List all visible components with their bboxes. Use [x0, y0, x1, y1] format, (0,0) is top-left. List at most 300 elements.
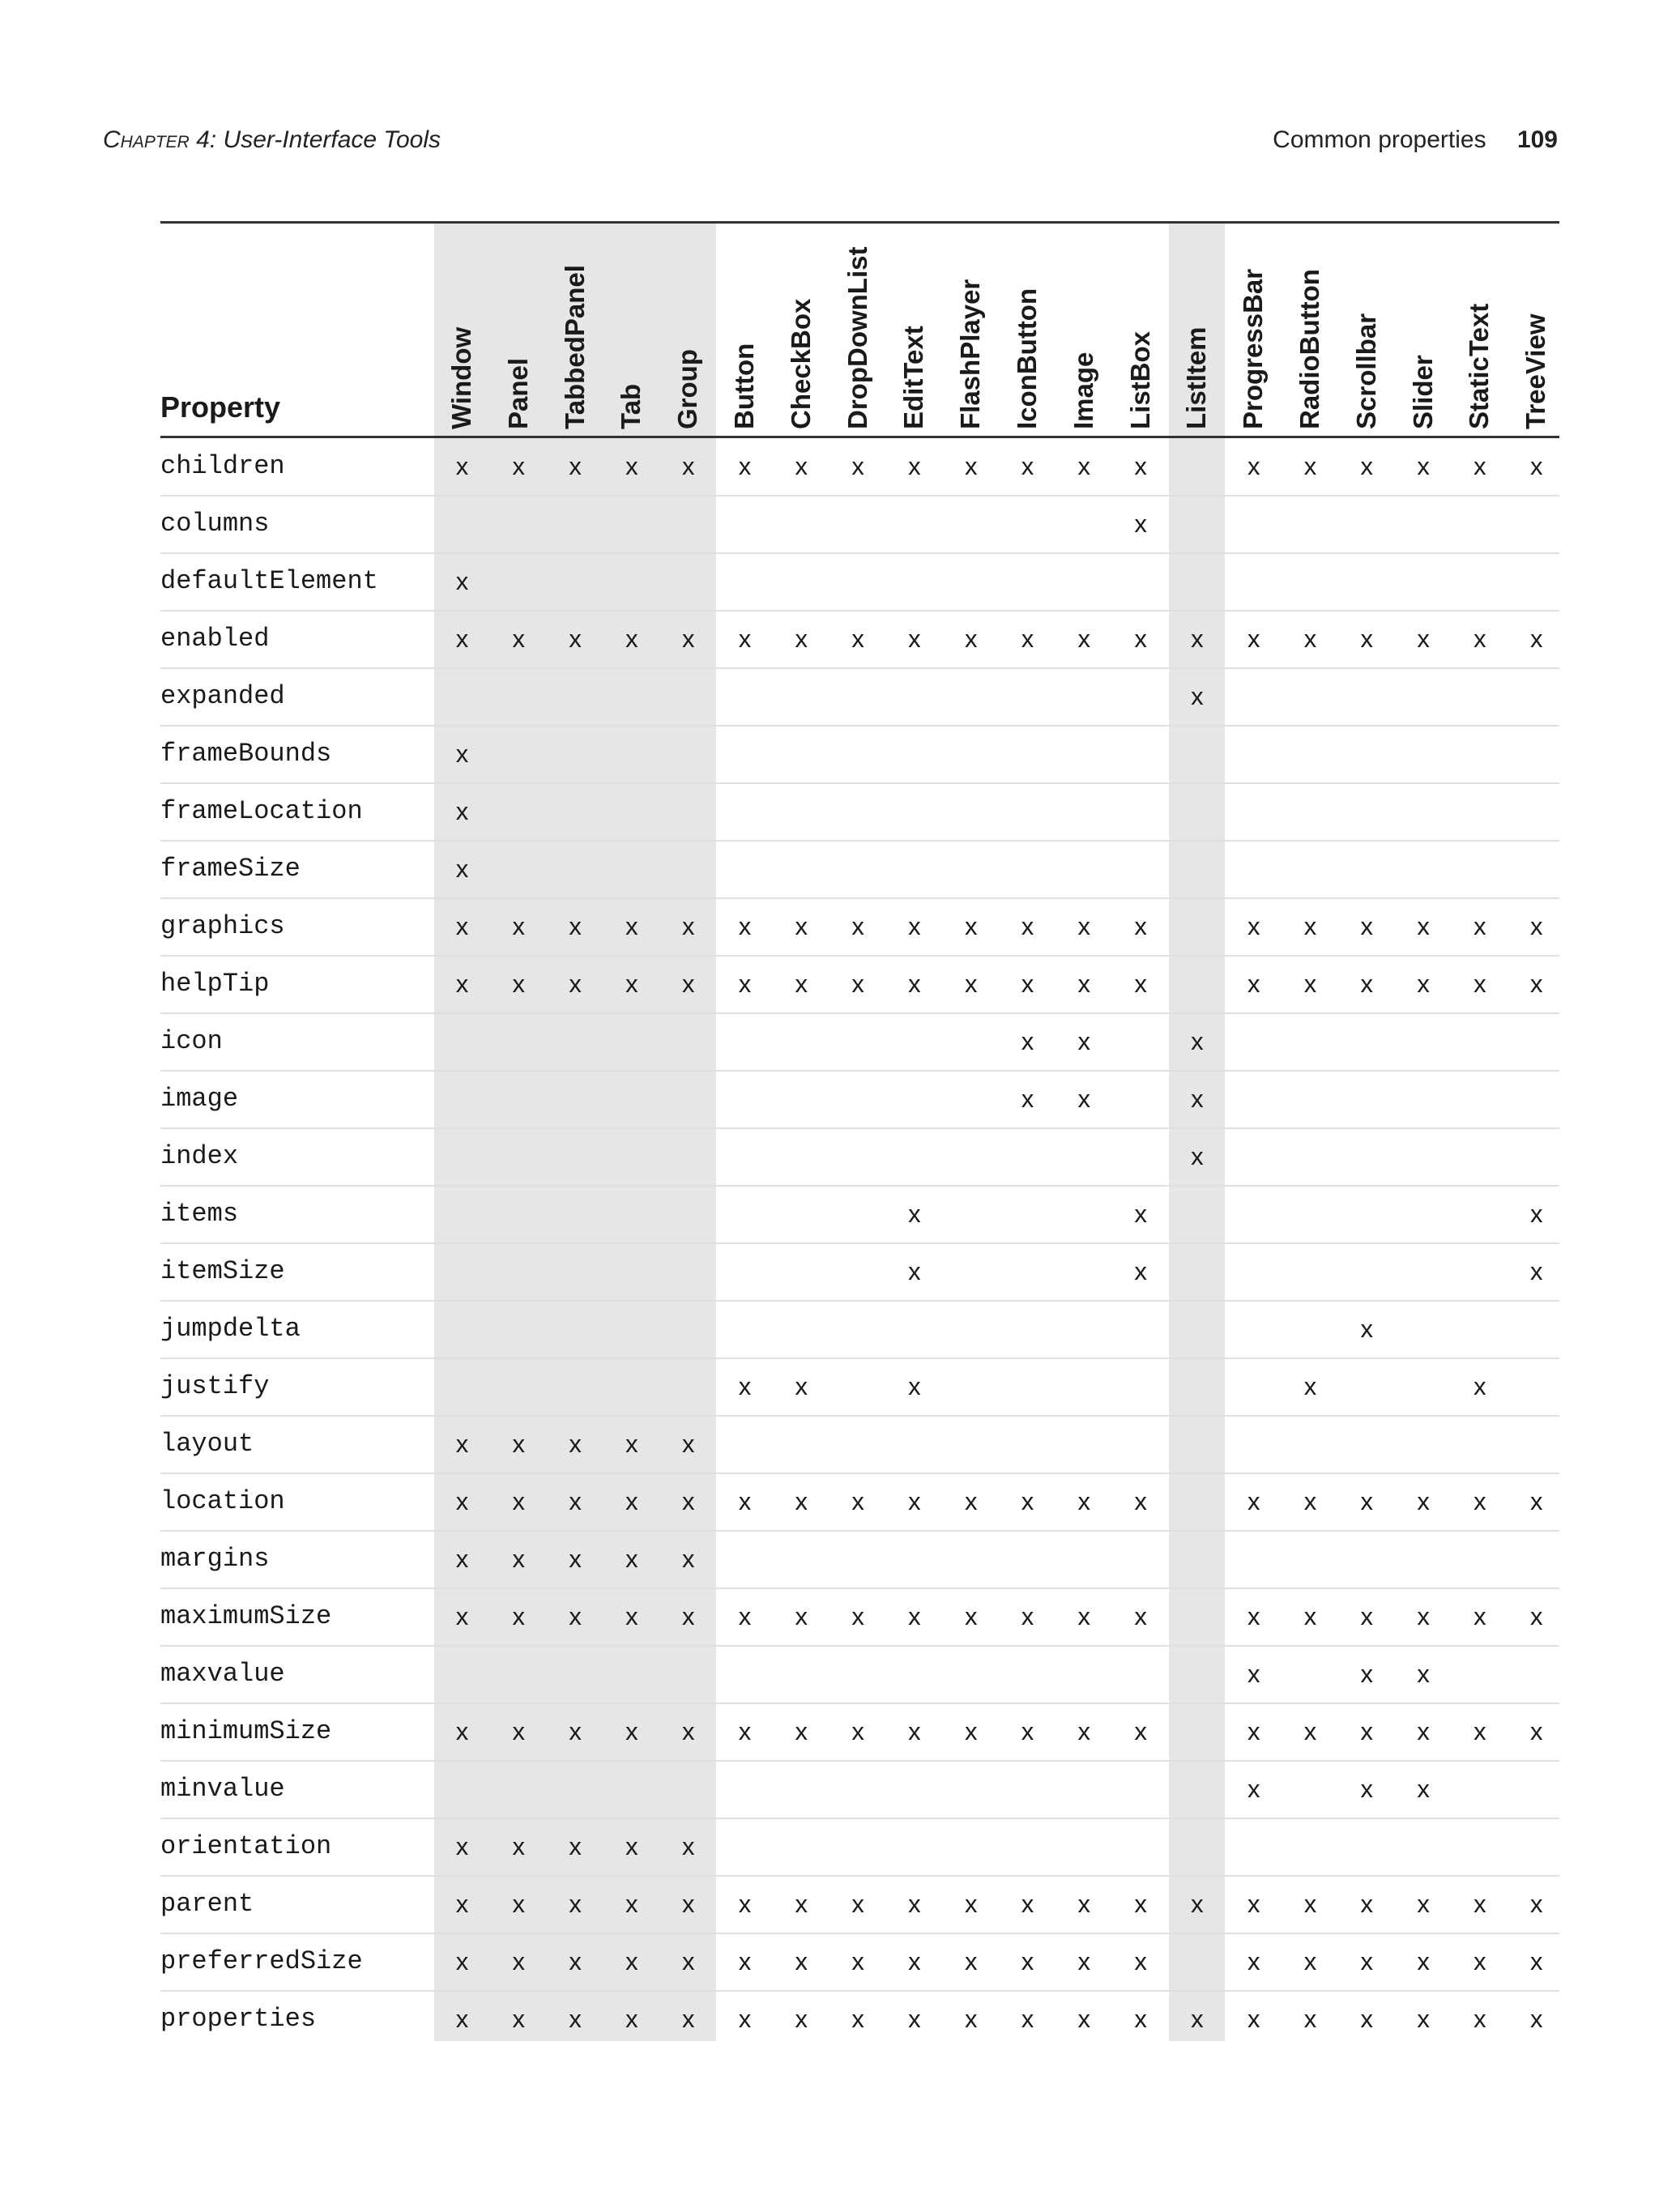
- support-mark-checkbox: x: [795, 1602, 808, 1630]
- support-mark-statictext: x: [1473, 452, 1486, 480]
- row-divider: [160, 782, 1559, 784]
- support-mark-checkbox: x: [795, 624, 808, 653]
- support-mark-panel: x: [512, 1602, 526, 1630]
- support-mark-iconbutton: x: [1021, 1947, 1034, 1975]
- support-mark-button: x: [738, 1890, 752, 1918]
- property-name: image: [160, 1084, 239, 1114]
- support-mark-group: x: [681, 624, 695, 653]
- support-mark-image: x: [1077, 1085, 1091, 1113]
- support-mark-radiobutton: x: [1303, 970, 1317, 998]
- support-mark-progressbar: x: [1247, 1947, 1260, 1975]
- column-header-statictext: StaticText: [1464, 303, 1495, 429]
- support-mark-group: x: [681, 452, 695, 480]
- support-mark-radiobutton: x: [1303, 1717, 1317, 1745]
- support-mark-window: x: [455, 1947, 469, 1975]
- support-mark-button: x: [738, 1487, 752, 1515]
- support-mark-listbox: x: [1134, 1487, 1147, 1515]
- column-header-dropdownlist: DropDownList: [842, 246, 872, 429]
- property-name: preferredSize: [160, 1946, 363, 1976]
- column-header-listbox: ListBox: [1124, 330, 1155, 429]
- support-mark-statictext: x: [1473, 1890, 1486, 1918]
- support-mark-group: x: [681, 912, 695, 940]
- support-mark-flashplayer: x: [964, 1947, 978, 1975]
- support-mark-treeview: x: [1529, 624, 1543, 653]
- support-mark-listbox: x: [1134, 2005, 1147, 2033]
- support-mark-iconbutton: x: [1021, 2005, 1034, 2033]
- support-mark-listitem: x: [1191, 1142, 1204, 1170]
- support-mark-panel: x: [512, 2005, 526, 2033]
- support-mark-edittext: x: [908, 912, 921, 940]
- support-mark-iconbutton: x: [1021, 1085, 1034, 1113]
- support-mark-listitem: x: [1191, 682, 1204, 710]
- support-mark-button: x: [738, 1602, 752, 1630]
- support-mark-tab: x: [625, 1832, 638, 1860]
- property-name: justify: [160, 1371, 270, 1401]
- support-mark-flashplayer: x: [964, 1487, 978, 1515]
- support-mark-tabbedpanel: x: [569, 452, 582, 480]
- property-name: properties: [160, 2004, 317, 2034]
- support-mark-tab: x: [625, 1947, 638, 1975]
- property-name: maxvalue: [160, 1659, 285, 1689]
- support-mark-tab: x: [625, 1545, 638, 1573]
- property-name: icon: [160, 1026, 223, 1056]
- support-mark-tab: x: [625, 1602, 638, 1630]
- property-name: defaultElement: [160, 566, 378, 596]
- support-mark-flashplayer: x: [964, 2005, 978, 2033]
- support-mark-tab: x: [625, 452, 638, 480]
- row-divider: [160, 1357, 1559, 1359]
- support-mark-group: x: [681, 1545, 695, 1573]
- support-mark-listbox: x: [1134, 1890, 1147, 1918]
- support-mark-treeview: x: [1529, 1602, 1543, 1630]
- support-mark-slider: x: [1417, 624, 1430, 653]
- support-mark-image: x: [1077, 1487, 1091, 1515]
- support-mark-panel: x: [512, 1487, 526, 1515]
- support-mark-flashplayer: x: [964, 452, 978, 480]
- support-mark-statictext: x: [1473, 912, 1486, 940]
- support-mark-group: x: [681, 1717, 695, 1745]
- support-mark-panel: x: [512, 1890, 526, 1918]
- support-mark-window: x: [455, 1890, 469, 1918]
- support-mark-edittext: x: [908, 624, 921, 653]
- support-mark-image: x: [1077, 1947, 1091, 1975]
- support-mark-panel: x: [512, 1717, 526, 1745]
- chapter-prefix: Chapter 4:: [103, 126, 217, 153]
- support-mark-window: x: [455, 567, 469, 595]
- support-mark-listbox: x: [1134, 970, 1147, 998]
- support-mark-dropdownlist: x: [851, 1487, 864, 1515]
- column-header-scrollbar: Scrollbar: [1350, 313, 1381, 429]
- column-header-window: Window: [446, 326, 476, 429]
- support-mark-panel: x: [512, 912, 526, 940]
- support-mark-panel: x: [512, 1545, 526, 1573]
- support-mark-statictext: x: [1473, 1372, 1486, 1400]
- support-mark-iconbutton: x: [1021, 1487, 1034, 1515]
- property-name: frameSize: [160, 854, 301, 884]
- support-mark-flashplayer: x: [964, 970, 978, 998]
- support-mark-panel: x: [512, 452, 526, 480]
- property-name: minvalue: [160, 1774, 285, 1804]
- support-mark-image: x: [1077, 1717, 1091, 1745]
- support-mark-progressbar: x: [1247, 1775, 1260, 1803]
- support-mark-checkbox: x: [795, 912, 808, 940]
- property-name: helpTip: [160, 969, 270, 999]
- column-header-listitem: ListItem: [1181, 326, 1212, 429]
- support-mark-tabbedpanel: x: [569, 1602, 582, 1630]
- support-mark-scrollbar: x: [1360, 1717, 1374, 1745]
- column-header-iconbutton: IconButton: [1012, 288, 1042, 429]
- support-mark-window: x: [455, 797, 469, 825]
- support-mark-panel: x: [512, 624, 526, 653]
- support-mark-listbox: x: [1134, 912, 1147, 940]
- support-mark-tabbedpanel: x: [569, 1717, 582, 1745]
- support-mark-slider: x: [1417, 1890, 1430, 1918]
- support-mark-window: x: [455, 1832, 469, 1860]
- row-divider: [160, 1185, 1559, 1187]
- support-mark-slider: x: [1417, 970, 1430, 998]
- support-mark-button: x: [738, 624, 752, 653]
- support-mark-listbox: x: [1134, 452, 1147, 480]
- support-mark-statictext: x: [1473, 624, 1486, 653]
- support-mark-progressbar: x: [1247, 912, 1260, 940]
- support-mark-scrollbar: x: [1360, 2005, 1374, 2033]
- support-mark-dropdownlist: x: [851, 912, 864, 940]
- support-mark-iconbutton: x: [1021, 970, 1034, 998]
- support-mark-window: x: [455, 739, 469, 768]
- row-divider: [160, 667, 1559, 669]
- support-mark-group: x: [681, 1487, 695, 1515]
- support-mark-iconbutton: x: [1021, 452, 1034, 480]
- column-header-treeview: TreeView: [1520, 313, 1551, 429]
- support-mark-image: x: [1077, 2005, 1091, 2033]
- property-name: parent: [160, 1889, 254, 1919]
- support-mark-checkbox: x: [795, 452, 808, 480]
- support-mark-checkbox: x: [795, 1487, 808, 1515]
- support-mark-button: x: [738, 970, 752, 998]
- row-divider: [160, 1012, 1559, 1014]
- support-mark-scrollbar: x: [1360, 1890, 1374, 1918]
- support-mark-tabbedpanel: x: [569, 1430, 582, 1458]
- support-mark-flashplayer: x: [964, 912, 978, 940]
- support-mark-tabbedpanel: x: [569, 1947, 582, 1975]
- support-mark-radiobutton: x: [1303, 2005, 1317, 2033]
- property-name: items: [160, 1199, 239, 1229]
- support-mark-listitem: x: [1191, 1890, 1204, 1918]
- support-mark-treeview: x: [1529, 1257, 1543, 1285]
- support-mark-tabbedpanel: x: [569, 1832, 582, 1860]
- support-mark-edittext: x: [908, 1947, 921, 1975]
- support-mark-iconbutton: x: [1021, 912, 1034, 940]
- support-mark-radiobutton: x: [1303, 452, 1317, 480]
- support-mark-flashplayer: x: [964, 624, 978, 653]
- property-name: graphics: [160, 911, 285, 941]
- support-mark-scrollbar: x: [1360, 624, 1374, 653]
- support-mark-dropdownlist: x: [851, 970, 864, 998]
- column-header-image: Image: [1068, 352, 1098, 429]
- support-mark-group: x: [681, 970, 695, 998]
- property-name: minimumSize: [160, 1716, 332, 1746]
- support-mark-window: x: [455, 452, 469, 480]
- column-header-tab: Tab: [616, 383, 646, 429]
- support-mark-button: x: [738, 1947, 752, 1975]
- row-divider: [160, 1818, 1559, 1819]
- support-mark-scrollbar: x: [1360, 1775, 1374, 1803]
- support-mark-slider: x: [1417, 1602, 1430, 1630]
- row-divider: [160, 725, 1559, 727]
- support-mark-image: x: [1077, 912, 1091, 940]
- support-mark-progressbar: x: [1247, 1602, 1260, 1630]
- support-mark-group: x: [681, 1602, 695, 1630]
- support-mark-scrollbar: x: [1360, 1947, 1374, 1975]
- support-mark-window: x: [455, 1602, 469, 1630]
- support-mark-tabbedpanel: x: [569, 1890, 582, 1918]
- support-mark-button: x: [738, 452, 752, 480]
- support-mark-flashplayer: x: [964, 1890, 978, 1918]
- support-mark-listbox: x: [1134, 1717, 1147, 1745]
- support-mark-tab: x: [625, 912, 638, 940]
- support-mark-group: x: [681, 1430, 695, 1458]
- support-mark-tab: x: [625, 624, 638, 653]
- support-mark-listitem: x: [1191, 1027, 1204, 1055]
- support-mark-edittext: x: [908, 2005, 921, 2033]
- support-mark-statictext: x: [1473, 1947, 1486, 1975]
- column-header-slider: Slider: [1407, 355, 1438, 429]
- support-mark-treeview: x: [1529, 452, 1543, 480]
- support-mark-iconbutton: x: [1021, 1890, 1034, 1918]
- property-column-header: Property: [160, 390, 281, 424]
- support-mark-flashplayer: x: [964, 1717, 978, 1745]
- row-divider: [160, 1415, 1559, 1417]
- table-top-rule: [160, 221, 1559, 224]
- row-divider: [160, 1242, 1559, 1244]
- support-mark-scrollbar: x: [1360, 1660, 1374, 1688]
- row-divider: [160, 1070, 1559, 1072]
- column-header-button: Button: [729, 343, 759, 429]
- support-mark-treeview: x: [1529, 1717, 1543, 1745]
- support-mark-checkbox: x: [795, 970, 808, 998]
- support-mark-window: x: [455, 1487, 469, 1515]
- property-name: jumpdelta: [160, 1314, 301, 1344]
- support-mark-listbox: x: [1134, 1200, 1147, 1228]
- property-name: maximumSize: [160, 1601, 332, 1631]
- support-mark-window: x: [455, 1545, 469, 1573]
- property-name: itemSize: [160, 1256, 285, 1286]
- property-name: columns: [160, 509, 270, 539]
- support-mark-dropdownlist: x: [851, 624, 864, 653]
- support-mark-tab: x: [625, 970, 638, 998]
- column-header-flashplayer: FlashPlayer: [955, 279, 986, 429]
- support-mark-scrollbar: x: [1360, 1315, 1374, 1343]
- support-mark-listitem: x: [1191, 1085, 1204, 1113]
- property-name: frameLocation: [160, 796, 363, 826]
- support-mark-checkbox: x: [795, 1947, 808, 1975]
- support-mark-treeview: x: [1529, 1947, 1543, 1975]
- property-name: enabled: [160, 624, 270, 654]
- support-mark-window: x: [455, 912, 469, 940]
- support-mark-dropdownlist: x: [851, 452, 864, 480]
- support-mark-slider: x: [1417, 1947, 1430, 1975]
- support-mark-listbox: x: [1134, 624, 1147, 653]
- support-mark-panel: x: [512, 1947, 526, 1975]
- support-mark-treeview: x: [1529, 970, 1543, 998]
- support-mark-slider: x: [1417, 912, 1430, 940]
- support-mark-panel: x: [512, 1430, 526, 1458]
- row-divider: [160, 1530, 1559, 1532]
- support-mark-listbox: x: [1134, 1602, 1147, 1630]
- support-mark-edittext: x: [908, 1717, 921, 1745]
- support-mark-tab: x: [625, 2005, 638, 2033]
- support-mark-window: x: [455, 1717, 469, 1745]
- support-mark-edittext: x: [908, 1487, 921, 1515]
- row-divider: [160, 495, 1559, 497]
- support-mark-tabbedpanel: x: [569, 2005, 582, 2033]
- support-mark-scrollbar: x: [1360, 912, 1374, 940]
- property-name: index: [160, 1141, 239, 1171]
- support-mark-tabbedpanel: x: [569, 912, 582, 940]
- support-mark-listbox: x: [1134, 509, 1147, 538]
- support-mark-iconbutton: x: [1021, 1717, 1034, 1745]
- support-mark-window: x: [455, 624, 469, 653]
- support-mark-checkbox: x: [795, 2005, 808, 2033]
- support-mark-radiobutton: x: [1303, 1372, 1317, 1400]
- support-mark-window: x: [455, 855, 469, 883]
- page-header-right: [1273, 126, 1558, 154]
- support-mark-progressbar: x: [1247, 1890, 1260, 1918]
- support-mark-edittext: x: [908, 452, 921, 480]
- support-mark-dropdownlist: x: [851, 2005, 864, 2033]
- support-mark-tab: x: [625, 1890, 638, 1918]
- support-mark-edittext: x: [908, 1890, 921, 1918]
- support-mark-slider: x: [1417, 1660, 1430, 1688]
- property-name: layout: [160, 1429, 254, 1459]
- support-mark-tabbedpanel: x: [569, 1545, 582, 1573]
- support-mark-treeview: x: [1529, 1890, 1543, 1918]
- support-mark-treeview: x: [1529, 1487, 1543, 1515]
- support-mark-dropdownlist: x: [851, 1947, 864, 1975]
- support-mark-tabbedpanel: x: [569, 1487, 582, 1515]
- column-header-panel: Panel: [502, 357, 533, 429]
- page-header-left: [103, 126, 441, 154]
- support-mark-listbox: x: [1134, 1947, 1147, 1975]
- support-mark-radiobutton: x: [1303, 1602, 1317, 1630]
- support-mark-dropdownlist: x: [851, 1717, 864, 1745]
- column-header-tabbedpanel: TabbedPanel: [559, 265, 590, 429]
- column-header-checkbox: CheckBox: [785, 298, 816, 429]
- support-mark-edittext: x: [908, 970, 921, 998]
- support-mark-edittext: x: [908, 1602, 921, 1630]
- property-name: frameBounds: [160, 739, 332, 769]
- property-name: margins: [160, 1544, 270, 1574]
- support-mark-statictext: x: [1473, 1487, 1486, 1515]
- support-mark-window: x: [455, 2005, 469, 2033]
- support-mark-image: x: [1077, 624, 1091, 653]
- support-mark-flashplayer: x: [964, 1602, 978, 1630]
- support-mark-group: x: [681, 1947, 695, 1975]
- support-mark-checkbox: x: [795, 1717, 808, 1745]
- support-mark-image: x: [1077, 1890, 1091, 1918]
- support-mark-tabbedpanel: x: [569, 970, 582, 998]
- support-mark-treeview: x: [1529, 2005, 1543, 2033]
- support-mark-scrollbar: x: [1360, 1487, 1374, 1515]
- support-mark-listbox: x: [1134, 1257, 1147, 1285]
- support-mark-group: x: [681, 1890, 695, 1918]
- support-mark-tab: x: [625, 1717, 638, 1745]
- property-name: location: [160, 1486, 285, 1516]
- support-mark-progressbar: x: [1247, 1487, 1260, 1515]
- support-mark-group: x: [681, 2005, 695, 2033]
- support-mark-slider: x: [1417, 1717, 1430, 1745]
- support-mark-edittext: x: [908, 1372, 921, 1400]
- support-mark-tab: x: [625, 1487, 638, 1515]
- support-mark-panel: x: [512, 1832, 526, 1860]
- support-mark-checkbox: x: [795, 1372, 808, 1400]
- support-mark-button: x: [738, 912, 752, 940]
- support-mark-progressbar: x: [1247, 2005, 1260, 2033]
- support-mark-progressbar: x: [1247, 1717, 1260, 1745]
- support-mark-statictext: x: [1473, 1717, 1486, 1745]
- row-divider: [160, 840, 1559, 842]
- support-mark-iconbutton: x: [1021, 1602, 1034, 1630]
- support-mark-image: x: [1077, 970, 1091, 998]
- support-mark-button: x: [738, 1372, 752, 1400]
- support-mark-tab: x: [625, 1430, 638, 1458]
- support-mark-radiobutton: x: [1303, 1890, 1317, 1918]
- column-header-radiobutton: RadioButton: [1294, 269, 1324, 429]
- support-mark-slider: x: [1417, 452, 1430, 480]
- support-mark-slider: x: [1417, 2005, 1430, 2033]
- support-mark-radiobutton: x: [1303, 1487, 1317, 1515]
- support-mark-window: x: [455, 1430, 469, 1458]
- support-mark-edittext: x: [908, 1257, 921, 1285]
- support-mark-statictext: x: [1473, 2005, 1486, 2033]
- support-mark-radiobutton: x: [1303, 912, 1317, 940]
- support-mark-tabbedpanel: x: [569, 624, 582, 653]
- support-mark-statictext: x: [1473, 970, 1486, 998]
- support-mark-slider: x: [1417, 1775, 1430, 1803]
- support-mark-statictext: x: [1473, 1602, 1486, 1630]
- property-name: children: [160, 451, 285, 481]
- support-mark-progressbar: x: [1247, 970, 1260, 998]
- column-header-progressbar: ProgressBar: [1238, 268, 1269, 429]
- support-mark-image: x: [1077, 1602, 1091, 1630]
- property-name: expanded: [160, 681, 285, 711]
- section-title: Common properties: [1273, 126, 1486, 153]
- row-divider: [160, 1127, 1559, 1129]
- support-mark-treeview: x: [1529, 1200, 1543, 1228]
- support-mark-progressbar: x: [1247, 1660, 1260, 1688]
- support-mark-iconbutton: x: [1021, 1027, 1034, 1055]
- support-mark-progressbar: x: [1247, 452, 1260, 480]
- column-header-edittext: EditText: [898, 326, 929, 429]
- support-mark-image: x: [1077, 452, 1091, 480]
- support-mark-panel: x: [512, 970, 526, 998]
- chapter-title: User-Interface Tools: [223, 126, 441, 153]
- support-mark-edittext: x: [908, 1200, 921, 1228]
- support-mark-progressbar: x: [1247, 624, 1260, 653]
- support-mark-listitem: x: [1191, 2005, 1204, 2033]
- support-mark-iconbutton: x: [1021, 624, 1034, 653]
- support-mark-scrollbar: x: [1360, 970, 1374, 998]
- support-mark-checkbox: x: [795, 1890, 808, 1918]
- support-mark-radiobutton: x: [1303, 1947, 1317, 1975]
- support-mark-group: x: [681, 1832, 695, 1860]
- support-mark-dropdownlist: x: [851, 1890, 864, 1918]
- support-mark-scrollbar: x: [1360, 452, 1374, 480]
- support-mark-image: x: [1077, 1027, 1091, 1055]
- column-header-group: Group: [672, 349, 703, 429]
- support-mark-button: x: [738, 2005, 752, 2033]
- support-mark-dropdownlist: x: [851, 1602, 864, 1630]
